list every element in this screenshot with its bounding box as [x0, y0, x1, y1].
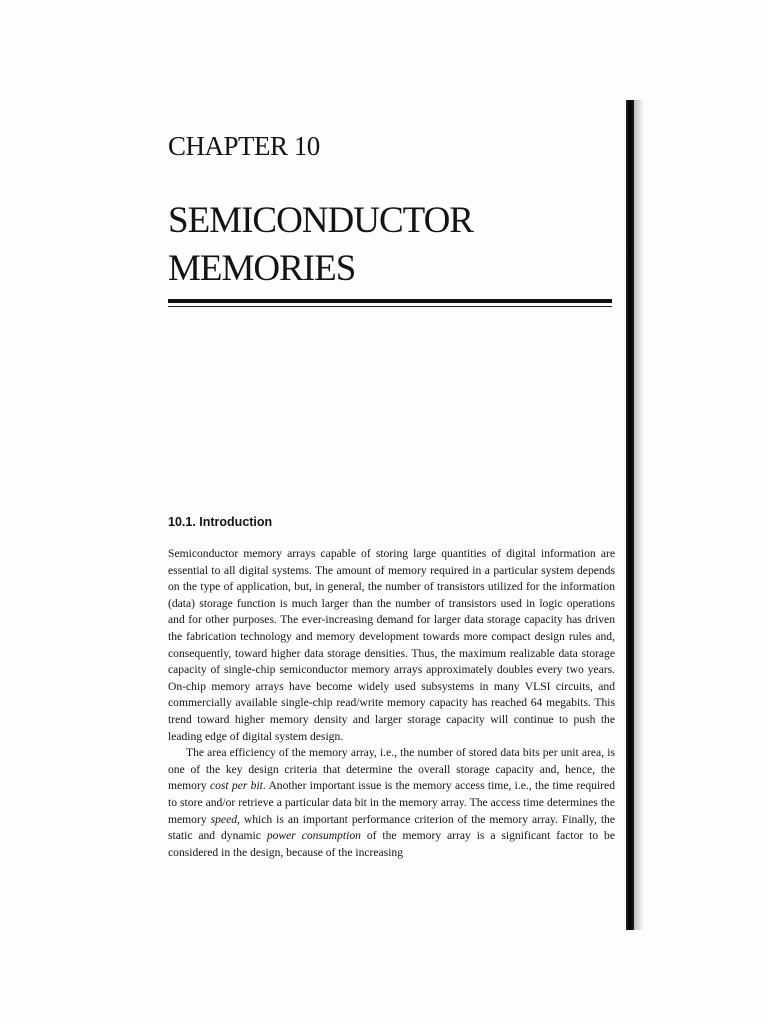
text-run: . Another important issue is the memory access time, i.e., the time required to store and/or retrieve a particular data bit in the memory array. The access time determines the memory [168, 779, 615, 826]
chapter-title-line-2: MEMORIES [168, 248, 356, 289]
page-edge-shadow [634, 100, 644, 930]
title-rule-thick [168, 299, 612, 303]
title-rule-thin [168, 306, 612, 307]
paragraph [168, 745, 615, 861]
chapter-title [168, 197, 473, 293]
emphasized-term: speed [210, 812, 238, 826]
text-run: The area efficiency of the memory array, i.e., the number of stored data bits per unit area, is one of the key design criteria that determine the overall storage capacity and, hence, the memory [168, 746, 615, 793]
paragraph [168, 546, 615, 745]
chapter-title-line-1: SEMICONDUCTOR [168, 200, 473, 241]
chapter-label: CHAPTER 10 [168, 131, 320, 161]
text-run: , which is an important performance criterion of the memory array. Finally, the static and dynamic [168, 812, 615, 843]
body-text [168, 546, 615, 861]
text-run: of the memory array is a significant factor to be considered in the design, because of the increasing [168, 829, 615, 859]
section-heading: 10.1. Introduction [168, 515, 273, 529]
emphasized-term: cost per bit [209, 779, 263, 793]
emphasized-term: power consumption [266, 829, 361, 843]
page-edge-bar [626, 100, 634, 930]
text-run: Semiconductor memory arrays capable of storing large quantities of digital information are essential to all digital systems. The amount of memory required in a particular system depends on the type of application, but, in general, the number of transistors utilized for the information (data) storage function is much larger than the number of transistors used in logic operations and for other purposes. The ever-increasing demand for larger data storage capacity has driven the fabrication technology and memory development towards more compact design rules and, consequently, toward higher data storage densities. Thus, the maximum realizable data storage capacity of single-chip semiconductor memory arrays approximately doubles every two years. On-chip memory arrays have become widely used subsystems in many VLSI circuits, and commercially available single-chip read/write memory capacity has reached 64 megabits. This trend toward higher memory density and larger storage capacity will continue to push the leading edge of digital system design. [168, 547, 615, 743]
